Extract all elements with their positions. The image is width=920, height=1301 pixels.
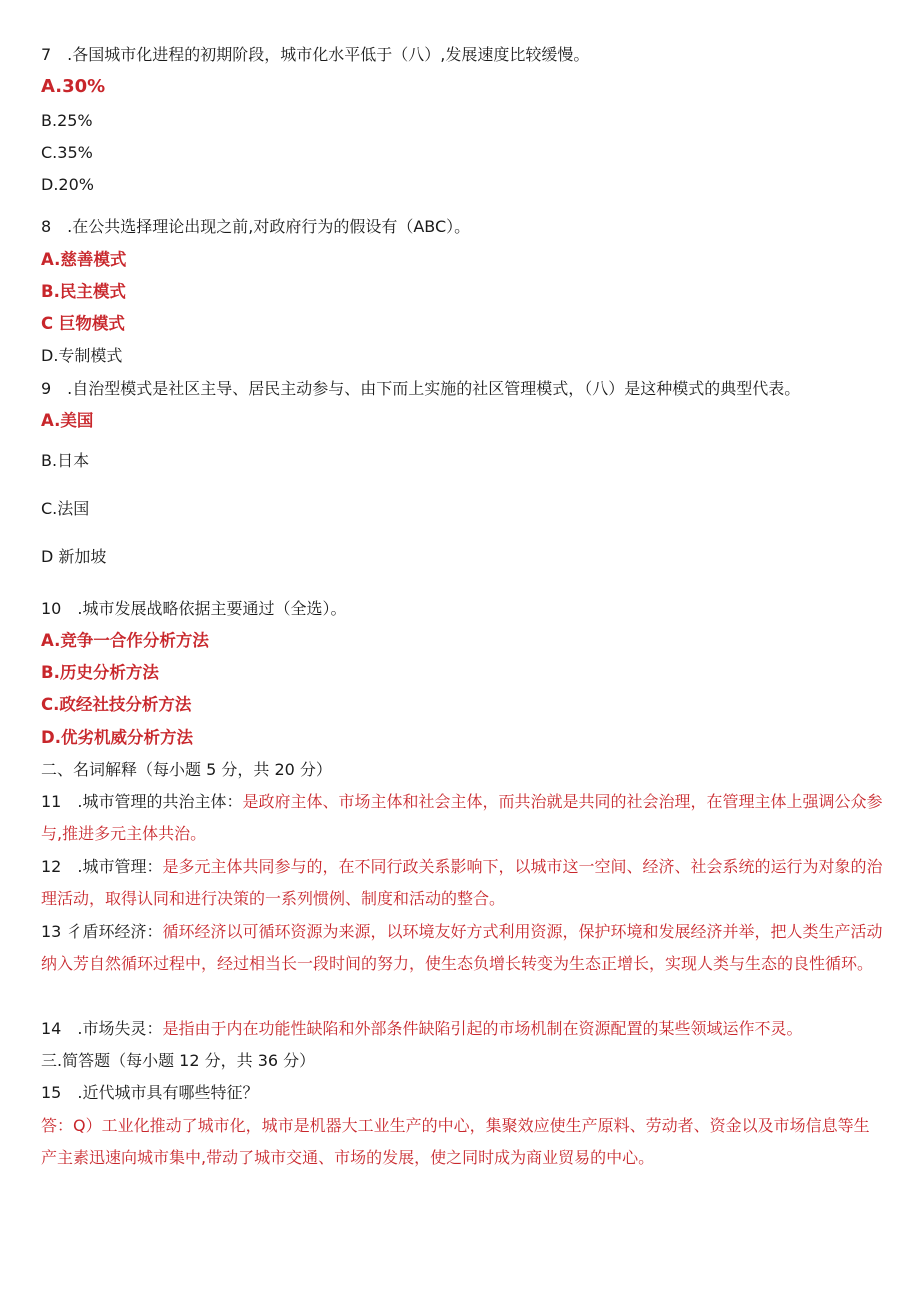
question-12 <box>41 851 883 915</box>
question-10-answer-b: B.历史分析方法 <box>41 663 159 682</box>
question-9-option-b: B.日本 <box>41 451 90 470</box>
question-12-answer: 是多元主体共同参与的，在不同行政关系影响下，以城市这一空间、经济、社会系统的运行为对象的治理活动，取得认同和进行决策的一系列惯例、制度和活动的整合。 <box>41 857 883 908</box>
question-12-label: 12 .城市管理： <box>41 857 163 876</box>
question-9-stem: 9 .自治型模式是社区主导、居民主动参与、由下而上实施的社区管理模式，（八）是这种模式的典型代表。 <box>41 379 801 398</box>
question-8-answer-c: C 巨物模式 <box>41 314 125 333</box>
question-11 <box>41 786 883 850</box>
question-14-label: 14 .市场失灵： <box>41 1019 163 1038</box>
question-9-answer-a: A.美国 <box>41 411 94 430</box>
section-3-heading: 三.简答题（每小题 12 分，共 36 分） <box>41 1051 316 1070</box>
question-15-stem: 15 .近代城市具有哪些特征？ <box>41 1083 259 1102</box>
question-8-answer-a: A.慈善模式 <box>41 250 127 269</box>
question-9-option-c: C.法国 <box>41 499 90 518</box>
question-9-option-d: D 新加坡 <box>41 547 107 566</box>
question-14 <box>41 1013 883 1045</box>
section-2-heading: 二、名词解释（每小题 5 分，共 20 分） <box>41 760 332 779</box>
question-7-stem: 7 .各国城市化进程的初期阶段，城市化水平低于（八）,发展速度比较缓慢。 <box>41 45 590 64</box>
question-8-stem: 8 .在公共选择理论出现之前,对政府行为的假设有（ABC）。 <box>41 217 471 236</box>
question-10-answer-a: A.竞争一合作分析方法 <box>41 631 209 650</box>
question-7-option-d: D.20% <box>41 175 94 194</box>
question-10-answer-c: C.政经社技分析方法 <box>41 695 192 714</box>
question-8-option-d: D.专制模式 <box>41 346 123 365</box>
question-11-label: 11 .城市管理的共治主体： <box>41 792 243 811</box>
question-8-answer-b: B.民主模式 <box>41 282 126 301</box>
question-13-answer: 循环经济以可循环资源为来源，以环境友好方式利用资源，保护环境和发展经济并举，把人类生产活动纳入芳自然循环过程中，经过相当长一段时间的努力，使生态负增长转变为生态正增长，实现人类与生态的良性循环。 <box>41 922 883 973</box>
question-14-answer: 是指由于内在功能性缺陷和外部条件缺陷引起的市场机制在资源配置的某些领域运作不灵。 <box>162 1019 803 1038</box>
question-13 <box>41 916 883 980</box>
question-11-answer: 是政府主体、市场主体和社会主体，而共治就是共同的社会治理，在管理主体上强调公众参与,推进多元主体共治。 <box>41 792 883 843</box>
question-15-answer: 答：Q）工业化推动了城市化，城市是机器大工业生产的中心，集聚效应使生产原料、劳动者、资金以及市场信息等生产主素迅速向城市集中,带动了城市交通、市场的发展，使之同时成为商业贸易的中心。 <box>41 1116 870 1167</box>
question-7-option-c: C.35% <box>41 143 93 162</box>
question-13-label: 13 彳盾环经济： <box>41 922 163 941</box>
question-10-stem: 10 .城市发展战略依据主要通过（全选）。 <box>41 599 347 618</box>
question-7-answer-a: A.30% <box>41 76 106 97</box>
question-7-option-b: B.25% <box>41 111 93 130</box>
question-10-answer-d: D.优劣机威分析方法 <box>41 728 193 747</box>
